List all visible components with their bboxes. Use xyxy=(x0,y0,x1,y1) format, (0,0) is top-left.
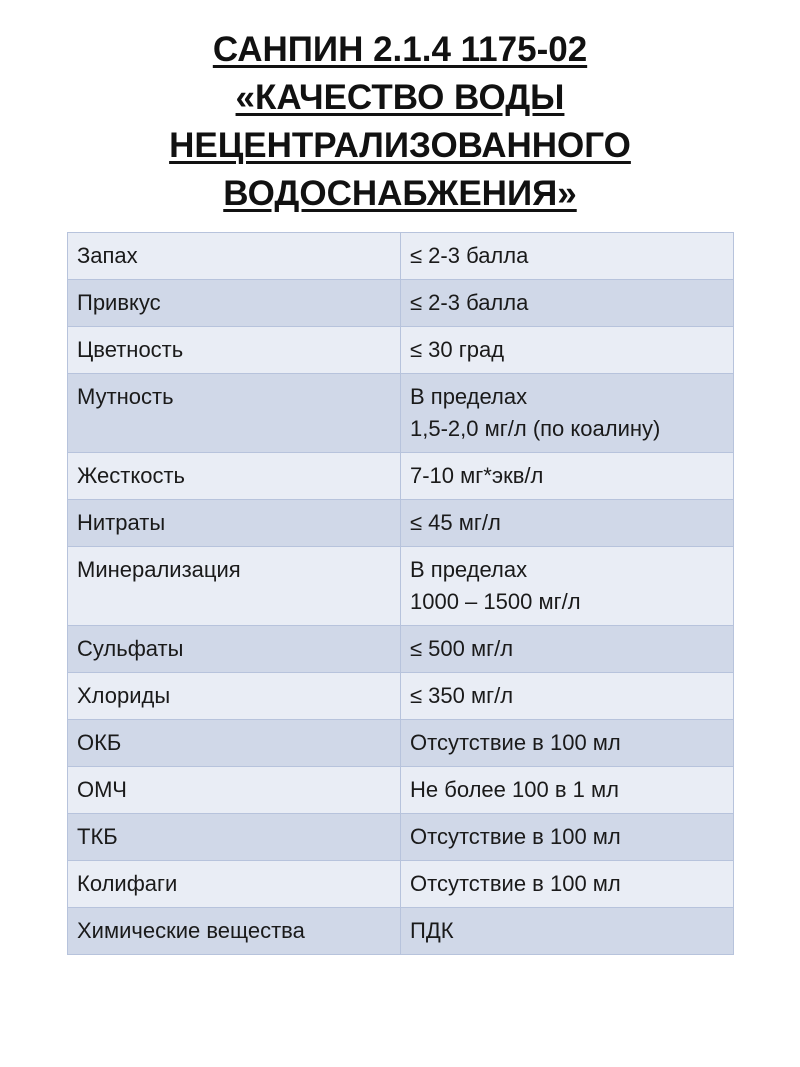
norm-text: Отсутствие в 100 мл xyxy=(410,824,621,849)
param-cell: ТКБ xyxy=(68,814,401,861)
norm-cell xyxy=(401,673,734,720)
param-cell: Колифаги xyxy=(68,861,401,908)
title-line-1: САНПИН 2.1.4 1175-02 xyxy=(212,30,588,69)
param-cell: ОМЧ xyxy=(68,767,401,814)
norm-text: Отсутствие в 100 мл xyxy=(410,871,621,896)
document-title xyxy=(0,26,800,218)
norm-text: ≤ 45 мг/л xyxy=(410,510,501,535)
norm-cell xyxy=(401,233,734,280)
table-row xyxy=(68,814,734,861)
norm-text: 1,5-2,0 мг/л (по коалину) xyxy=(410,416,661,441)
table-row xyxy=(68,673,734,720)
norm-text: ПДК xyxy=(410,918,454,943)
table-row xyxy=(68,861,734,908)
norm-cell xyxy=(401,908,734,955)
water-quality-table xyxy=(67,232,734,955)
param-cell: ОКБ xyxy=(68,720,401,767)
norm-text: 1000 – 1500 мг/л xyxy=(410,589,581,614)
norm-text: Не более 100 в 1 мл xyxy=(410,777,619,802)
param-cell: Цветность xyxy=(68,327,401,374)
table-row xyxy=(68,908,734,955)
norm-text: Отсутствие в 100 мл xyxy=(410,730,621,755)
norm-text: ≤ 30 град xyxy=(410,337,505,362)
table-row xyxy=(68,500,734,547)
table-row xyxy=(68,233,734,280)
norm-text: 7-10 мг*экв/л xyxy=(410,463,544,488)
norm-cell xyxy=(401,720,734,767)
norm-cell xyxy=(401,547,734,626)
table-row xyxy=(68,767,734,814)
norm-text: В пределах xyxy=(410,384,528,409)
param-cell: Привкус xyxy=(68,280,401,327)
norm-text: ≤ 2-3 балла xyxy=(410,243,529,268)
param-cell: Мутность xyxy=(68,374,401,453)
param-cell: Химические вещества xyxy=(68,908,401,955)
param-cell: Хлориды xyxy=(68,673,401,720)
norm-cell xyxy=(401,453,734,500)
table-row xyxy=(68,626,734,673)
norm-cell xyxy=(401,374,734,453)
norm-cell xyxy=(401,814,734,861)
table-row xyxy=(68,453,734,500)
norm-cell xyxy=(401,327,734,374)
norm-cell xyxy=(401,861,734,908)
title-line-2: «КАЧЕСТВО ВОДЫ xyxy=(235,78,565,117)
norm-cell xyxy=(401,767,734,814)
table-row xyxy=(68,720,734,767)
title-line-3: НЕЦЕНТРАЛИЗОВАННОГО xyxy=(169,126,631,165)
table-row xyxy=(68,547,734,626)
norm-text: ≤ 350 мг/л xyxy=(410,683,514,708)
param-cell: Жесткость xyxy=(68,453,401,500)
norm-cell xyxy=(401,626,734,673)
table-row xyxy=(68,327,734,374)
norm-text: ≤ 500 мг/л xyxy=(410,636,514,661)
norm-cell xyxy=(401,500,734,547)
norm-text: ≤ 2-3 балла xyxy=(410,290,529,315)
title-line-4: ВОДОСНАБЖЕНИЯ» xyxy=(223,174,577,213)
param-cell: Минерализация xyxy=(68,547,401,626)
param-cell: Запах xyxy=(68,233,401,280)
norm-text: В пределах xyxy=(410,557,528,582)
table-row xyxy=(68,374,734,453)
norm-cell xyxy=(401,280,734,327)
param-cell: Нитраты xyxy=(68,500,401,547)
param-cell: Сульфаты xyxy=(68,626,401,673)
table-row xyxy=(68,280,734,327)
